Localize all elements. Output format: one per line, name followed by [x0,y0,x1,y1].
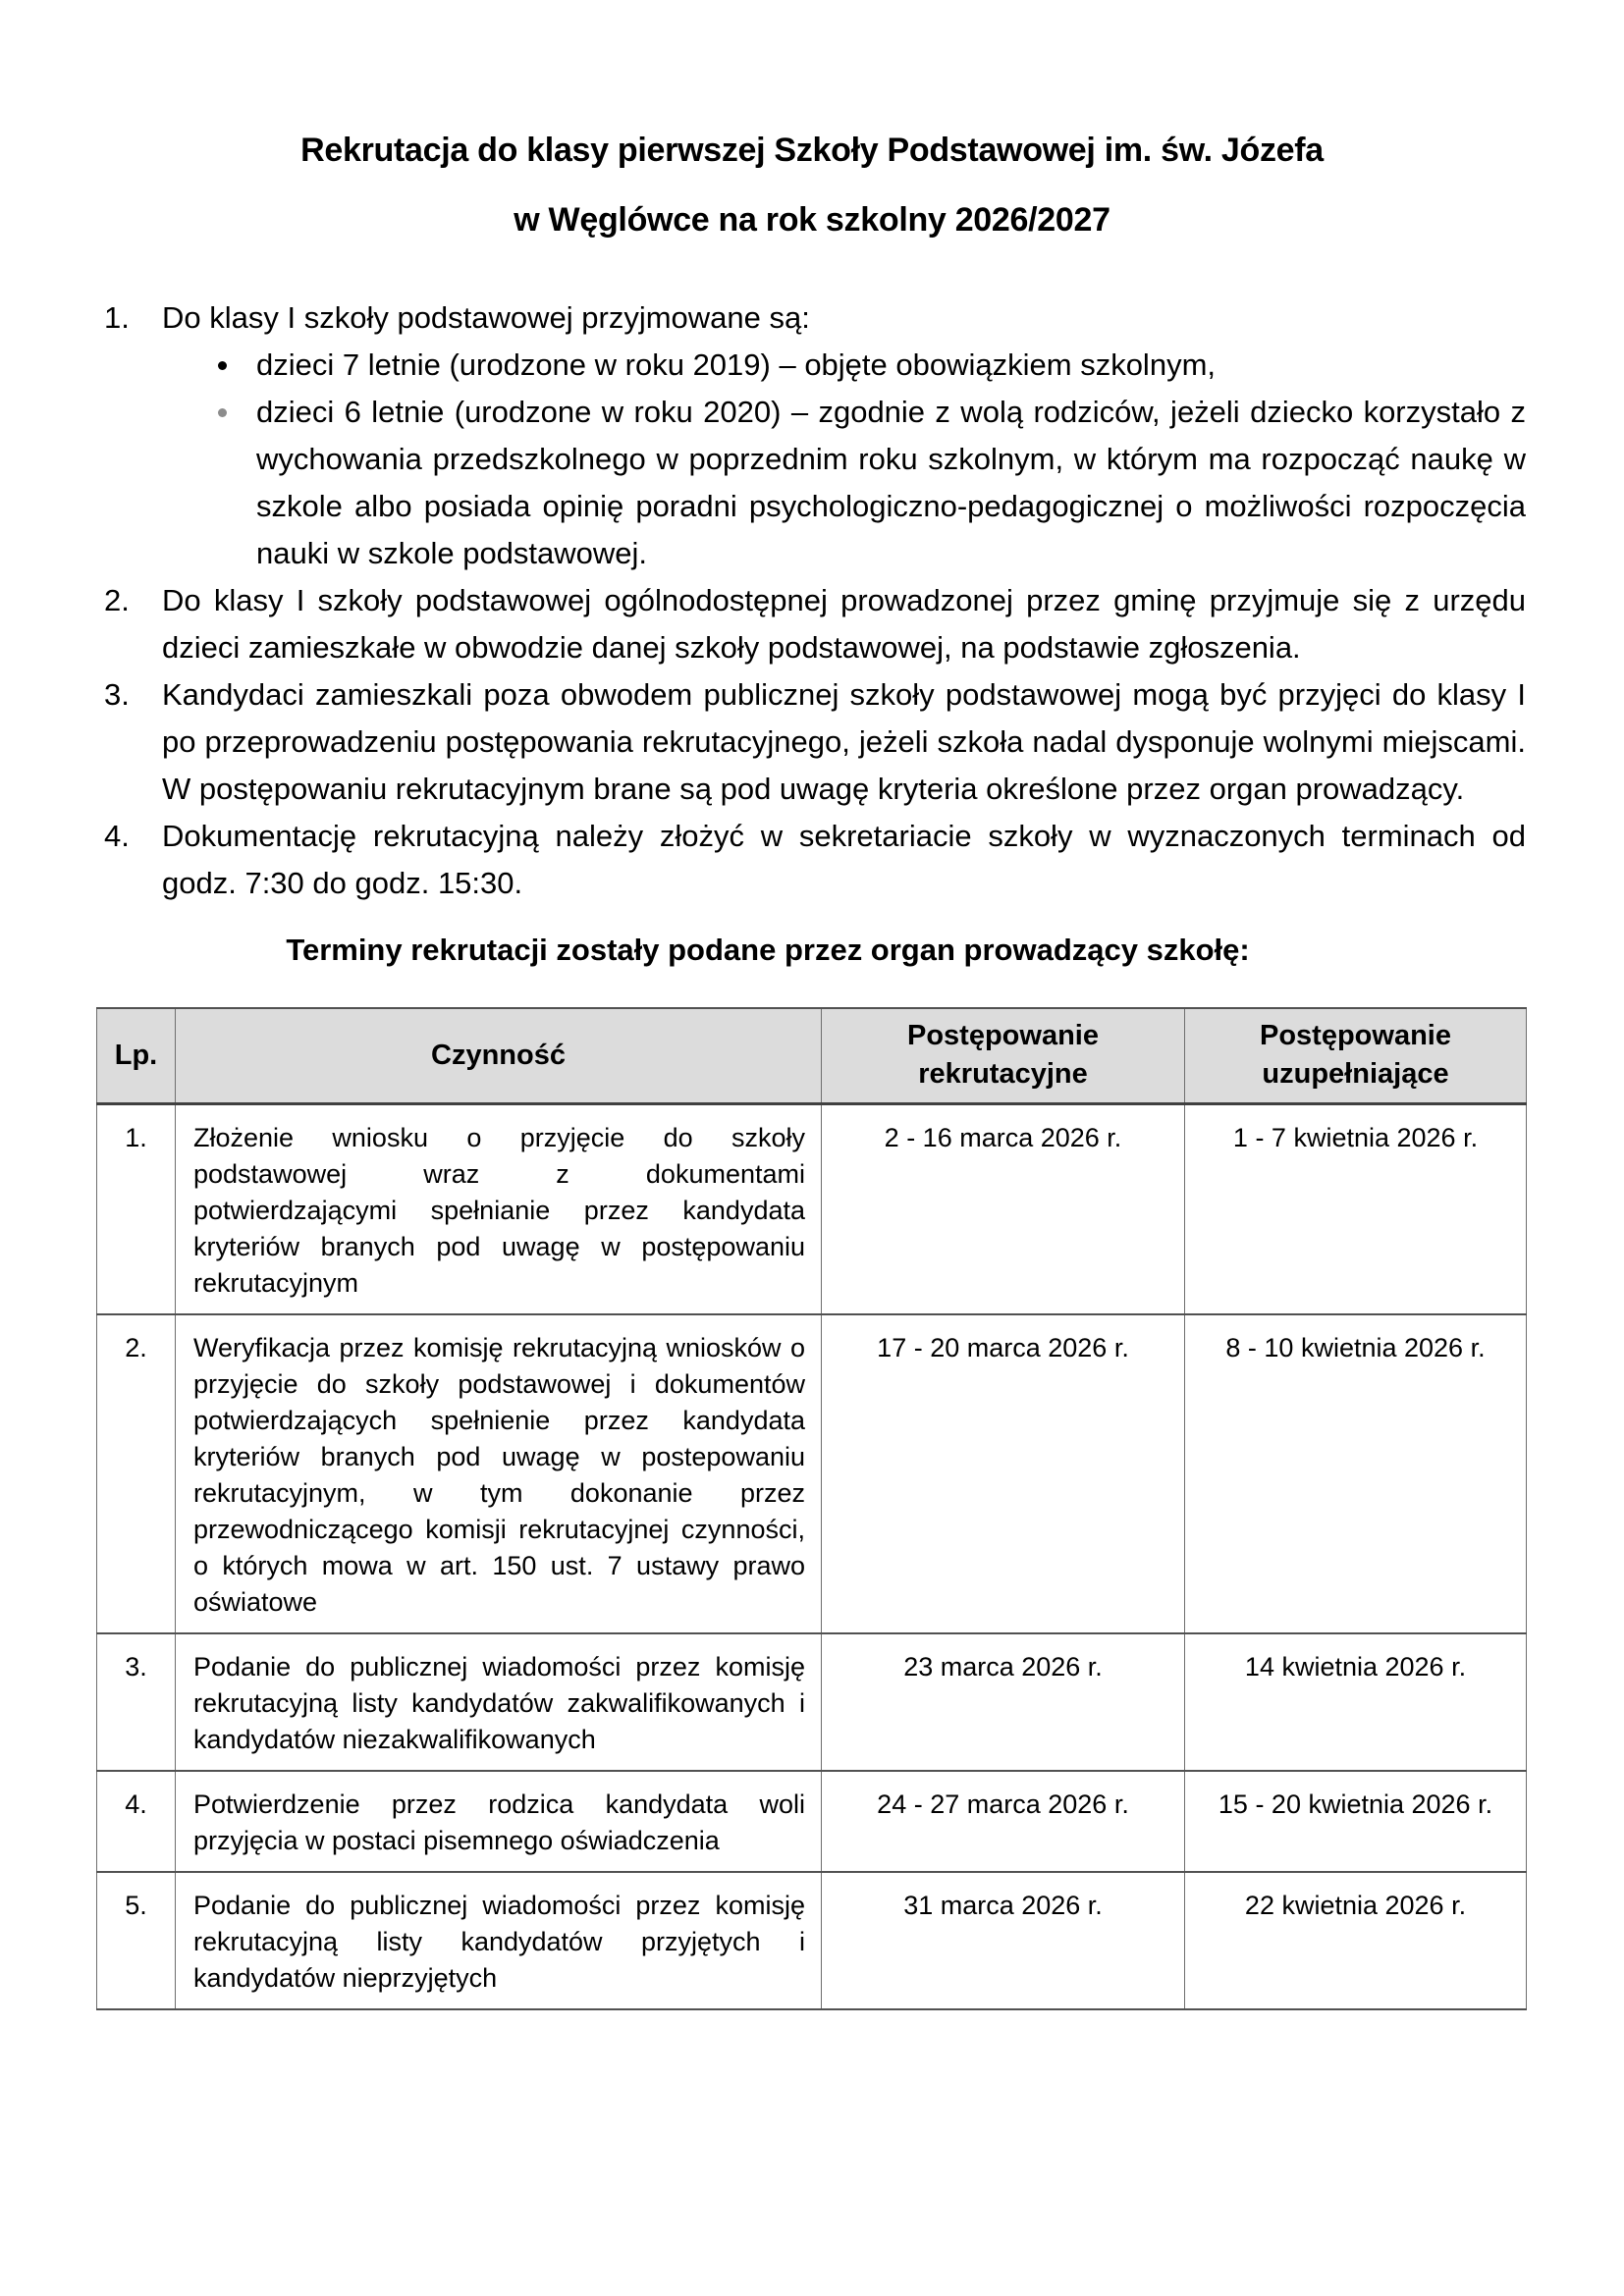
column-header-postepowanie-uzupelniajace: Postępowanie uzupełniające [1185,1008,1527,1103]
list-item-2-text: Do klasy I szkoły podstawowej ogólnodostępnej prowadzonej przez gminę przyjmuje się z urzędu dzieci zamieszkałe w obwodzie danej szkoły podstawowej, na podstawie zgłoszenia. [162,583,1526,665]
list-item-2 [98,577,1526,671]
table-row-5 [97,1872,1527,2009]
bullet-dot-icon [218,408,227,417]
cell-postepowanie-rekrutacyjne: 2 - 16 marca 2026 r. [822,1103,1185,1314]
table-header-row [97,1008,1527,1103]
cell-czynnosc: Złożenie wniosku o przyjęcie do szkoły podstawowej wraz z dokumentami potwierdzającymi spełnianie przez kandydata kryteriów branych pod uwagę w postępowaniu rekrutacyjnym [176,1103,822,1314]
cell-postepowanie-uzupelniajace: 22 kwietnia 2026 r. [1185,1872,1527,2009]
recruitment-schedule-table [96,1007,1527,2010]
list-item-4 [98,813,1526,907]
bullet-item-2 [211,389,1526,577]
list-item-1-body [162,294,1526,577]
cell-lp: 5. [97,1872,176,2009]
table-row-2 [97,1314,1527,1633]
column-header-postepowanie-rekrutacyjne: Postępowanie rekrutacyjne [822,1008,1185,1103]
title-line-2: w Węglówce na rok szkolny 2026/2027 [514,201,1110,239]
column-header-lp: Lp. [97,1008,176,1103]
list-item-1-text: Do klasy I szkoły podstawowej przyjmowane są: [162,300,810,335]
list-item-3-text: Kandydaci zamieszkali poza obwodem publicznej szkoły podstawowej mogą być przyjęci do klasy I po przeprowadzeniu postępowania rekrutacyjnego, jeżeli szkoła nadal dysponuje wolnymi miejscami. W postępowaniu rekrutacyjnym brane są pod uwagę kryteria określone przez organ prowadzący. [162,677,1526,806]
cell-lp: 3. [97,1633,176,1771]
column-header-czynnosc: Czynność [176,1008,822,1103]
document-title [98,116,1526,255]
list-item-3-body [162,671,1526,813]
cell-postepowanie-rekrutacyjne: 24 - 27 marca 2026 r. [822,1771,1185,1872]
cell-postepowanie-rekrutacyjne: 23 marca 2026 r. [822,1633,1185,1771]
table-row-4 [97,1771,1527,1872]
table-row-1 [97,1103,1527,1314]
list-item-4-text: Dokumentację rekrutacyjną należy złożyć w sekretariacie szkoły w wyznaczonych terminach od godz. 7:30 do godz. 15:30. [162,819,1526,900]
bullet-item-2-text: dzieci 6 letnie (urodzone w roku 2020) – zgodnie z wolą rodziców, jeżeli dziecko korzystało z wychowania przedszkolnego w poprzednim roku szkolnym, w którym ma rozpocząć naukę w szkole albo posiada opinię poradni psychologiczno-pedagogicznej o możliwości rozpoczęcia nauki w szkole podstawowej. [256,395,1526,570]
bullet-dot-icon [218,361,227,370]
list-item-1-number: 1. [104,300,130,335]
list-item-4-number: 4. [104,819,130,853]
table-row-3 [97,1633,1527,1771]
list-item-1 [98,294,1526,577]
cell-postepowanie-rekrutacyjne: 17 - 20 marca 2026 r. [822,1314,1185,1633]
cell-postepowanie-rekrutacyjne: 31 marca 2026 r. [822,1872,1185,2009]
bullet-item-1 [211,342,1526,389]
cell-czynnosc: Podanie do publicznej wiadomości przez komisję rekrutacyjną listy kandydatów przyjętych i kandydatów nieprzyjętych [176,1872,822,2009]
cell-postepowanie-uzupelniajace: 8 - 10 kwietnia 2026 r. [1185,1314,1527,1633]
numbered-list [98,294,1526,907]
list-item-3 [98,671,1526,813]
cell-lp: 4. [97,1771,176,1872]
cell-postepowanie-uzupelniajace: 14 kwietnia 2026 r. [1185,1633,1527,1771]
list-item-2-body [162,577,1526,671]
cell-czynnosc: Podanie do publicznej wiadomości przez komisję rekrutacyjną listy kandydatów zakwalifikowanych i kandydatów niezakwalifikowanych [176,1633,822,1771]
table-heading: Terminy rekrutacji zostały podane przez organ prowadzący szkołę: [286,933,1250,967]
cell-postepowanie-uzupelniajace: 1 - 7 kwietnia 2026 r. [1185,1103,1527,1314]
cell-postepowanie-uzupelniajace: 15 - 20 kwietnia 2026 r. [1185,1771,1527,1872]
list-item-3-number: 3. [104,677,130,712]
list-item-2-number: 2. [104,583,130,617]
cell-czynnosc: Potwierdzenie przez rodzica kandydata woli przyjęcia w postaci pisemnego oświadczenia [176,1771,822,1872]
list-item-4-body [162,813,1526,907]
bullet-item-1-text: dzieci 7 letnie (urodzone w roku 2019) – objęte obowiązkiem szkolnym, [256,347,1216,382]
cell-czynnosc: Weryfikacja przez komisję rekrutacyjną wniosków o przyjęcie do szkoły podstawowej i dokumentów potwierdzających spełnienie przez kandydata kryteriów branych pod uwagę w postepowaniu rekrutacyjnym, w tym dokonanie przez przewodniczącego komisji rekrutacyjnej czynności, o których mowa w art. 150 ust. 7 ustawy prawo oświatowe [176,1314,822,1633]
title-line-1: Rekrutacja do klasy pierwszej Szkoły Podstawowej im. św. Józefa [300,132,1324,169]
cell-lp: 2. [97,1314,176,1633]
cell-lp: 1. [97,1103,176,1314]
